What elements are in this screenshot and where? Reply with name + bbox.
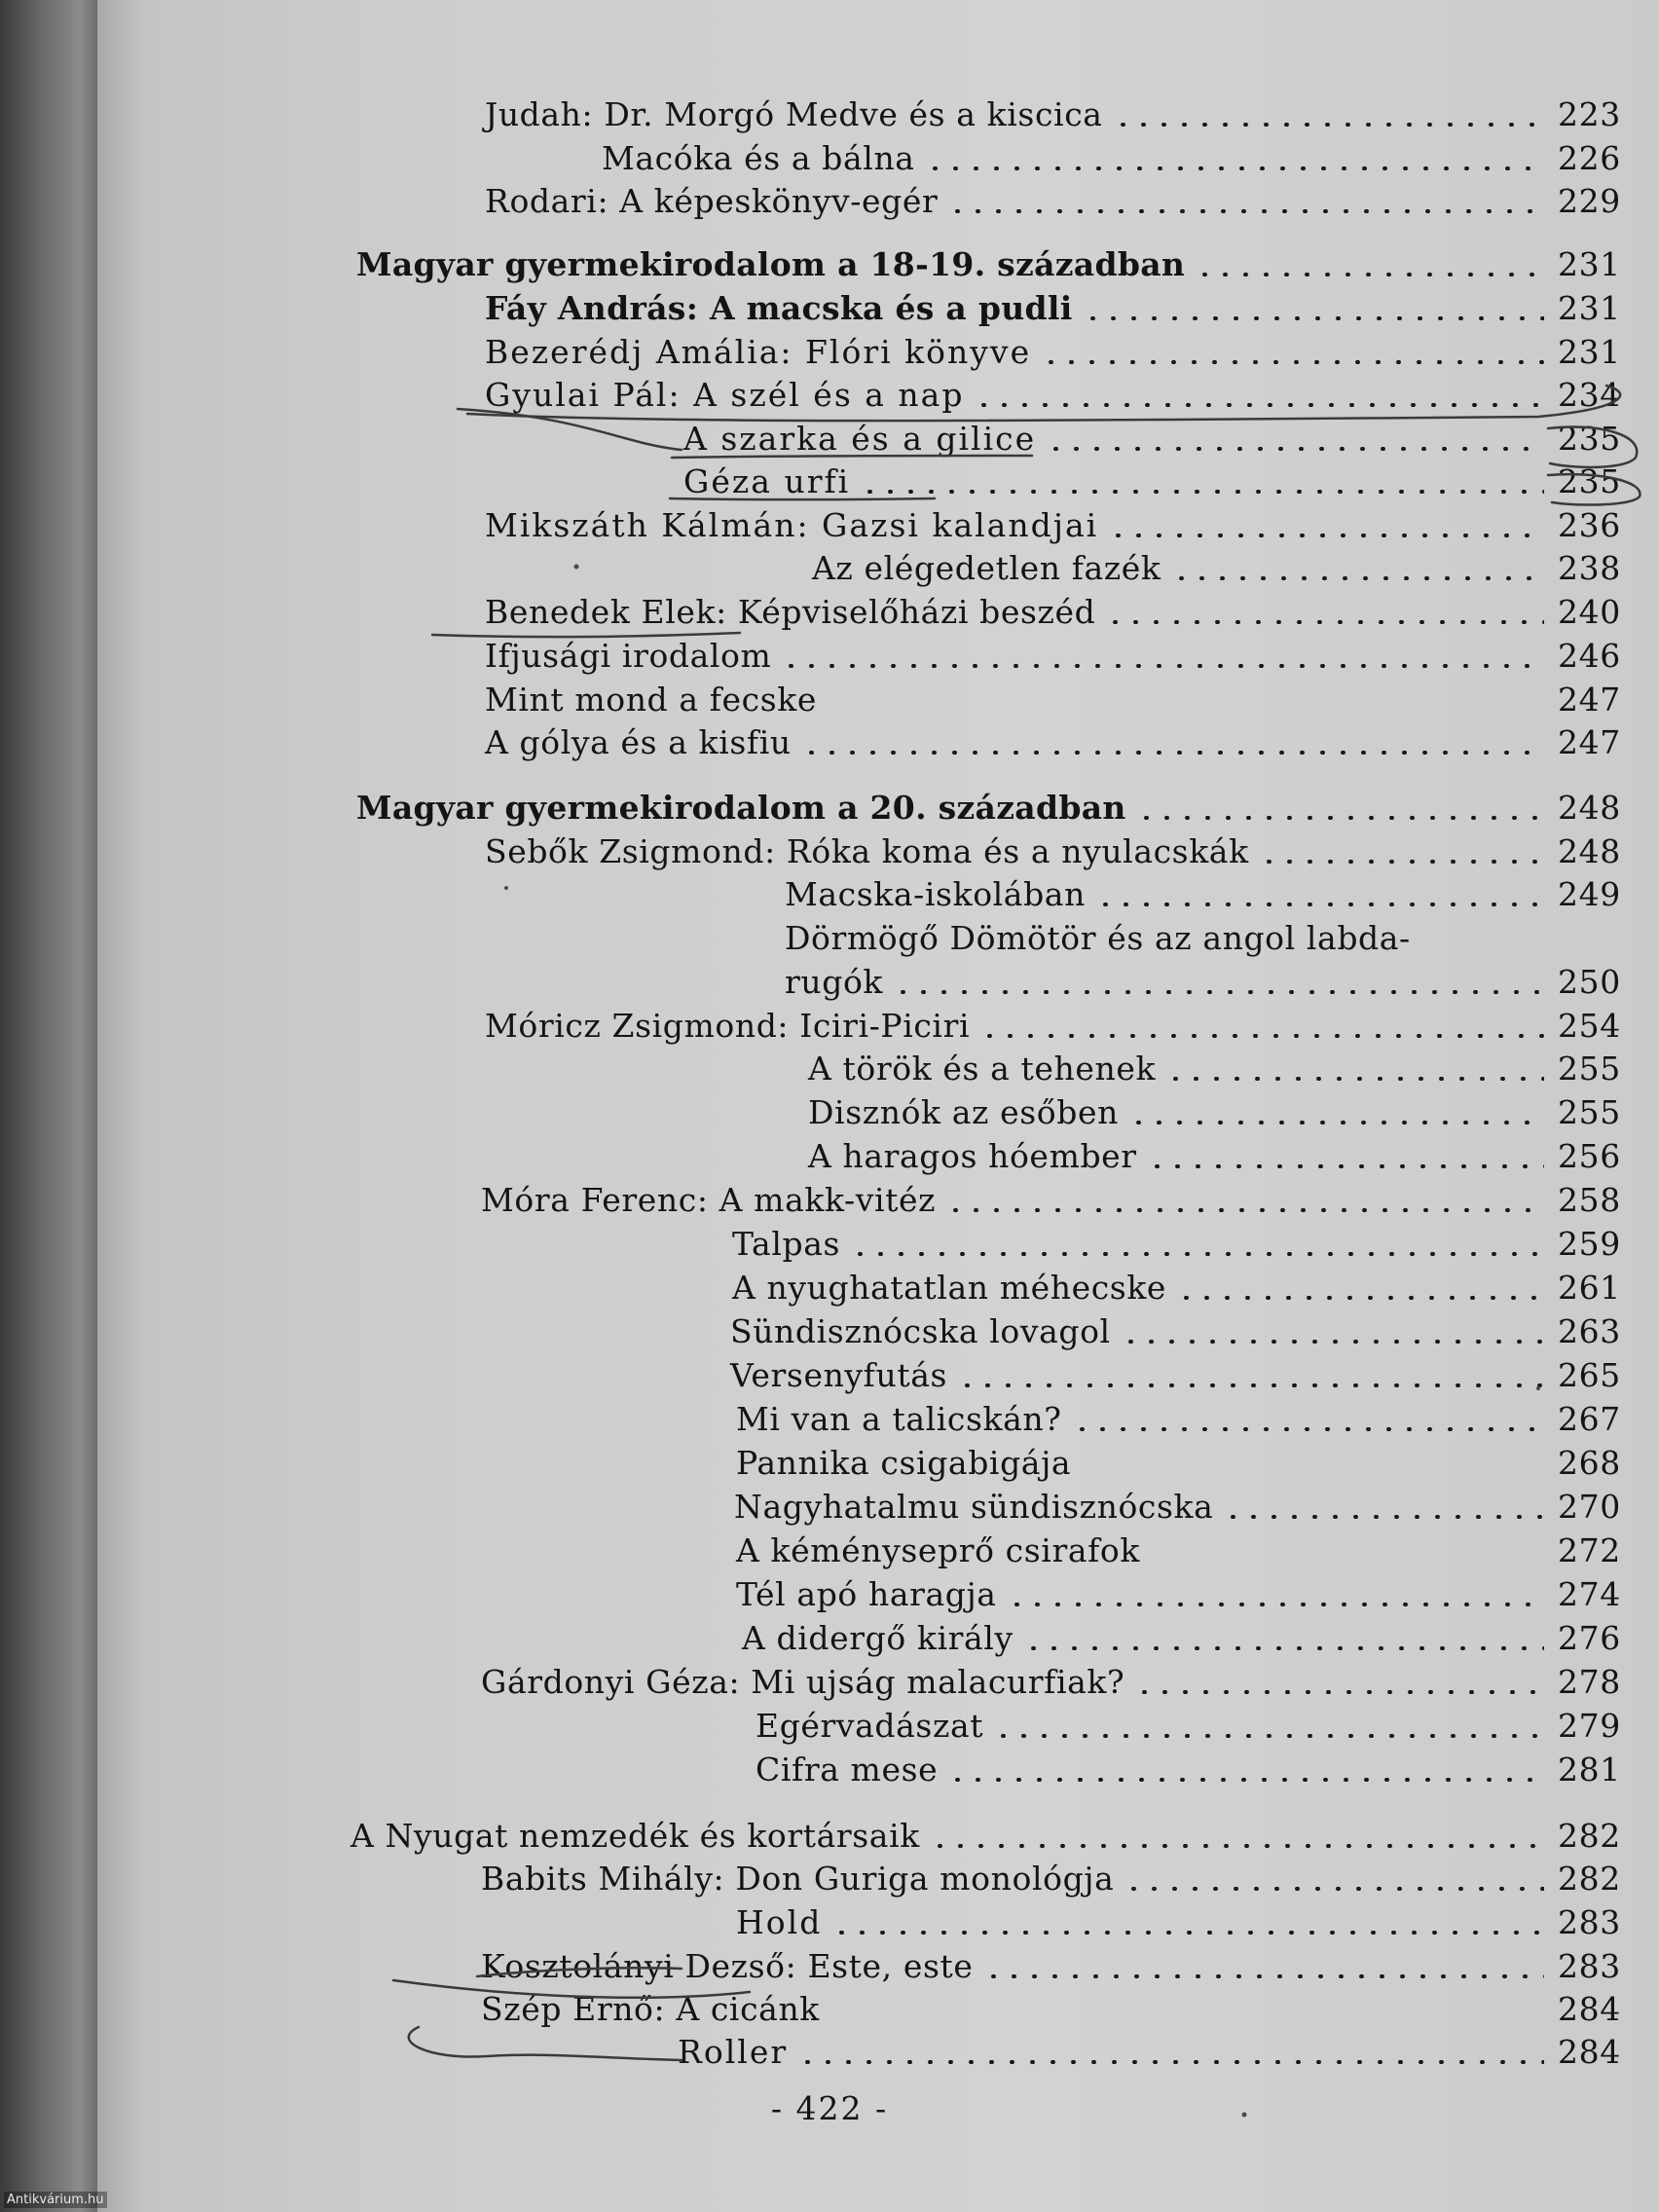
toc-entry [736, 1903, 1621, 1946]
toc-entry [481, 1990, 1621, 2033]
toc-entry [756, 1707, 1621, 1750]
dot-leader [781, 664, 1544, 668]
entry-page-number: 248 [1558, 789, 1621, 827]
entry-page-number: 258 [1558, 1181, 1621, 1219]
entry-title: Macóka és a bálna [602, 139, 915, 177]
dot-leader [801, 751, 1544, 755]
dot-leader [850, 1252, 1544, 1256]
entry-page-number: 246 [1558, 637, 1621, 675]
entry-title: A kéményseprő csirafok [736, 1531, 1140, 1569]
dot-leader [1134, 1690, 1544, 1694]
dot-leader [1150, 1559, 1544, 1563]
toc-entry [736, 1531, 1621, 1574]
entry-title: Egérvadászat [756, 1707, 984, 1745]
dot-leader [974, 403, 1544, 407]
entry-title: Gyulai Pál: A szél és a nap [485, 376, 965, 414]
entry-page-number: 249 [1558, 875, 1621, 913]
entry-page-number: 284 [1558, 1990, 1621, 2028]
toc-entry [812, 549, 1621, 592]
dot-leader [1223, 1515, 1544, 1519]
book-spine-shadow [0, 0, 107, 2212]
dot-leader [1046, 447, 1544, 451]
dot-leader [1195, 273, 1544, 276]
toc-entry [481, 1663, 1621, 1706]
entry-title: A török és a tehenek [808, 1050, 1157, 1088]
toc-entry [732, 1225, 1621, 1268]
entry-title: rugók [785, 963, 884, 1001]
dot-leader [1083, 316, 1544, 320]
entry-title: Gárdonyi Géza: Mi ujság malacurfiak? [481, 1663, 1125, 1701]
dot-leader [1023, 1646, 1544, 1650]
toc-entry [808, 1137, 1621, 1180]
entry-page-number: 231 [1558, 245, 1621, 283]
toc-entry [683, 462, 1621, 505]
entry-page-number: 278 [1558, 1663, 1621, 1701]
dot-leader [1259, 860, 1544, 864]
entry-page-number: 236 [1558, 506, 1621, 544]
dot-leader [1121, 1340, 1544, 1344]
entry-title: Magyar gyermekirodalom a 20. században [356, 789, 1126, 827]
entry-title: Magyar gyermekirodalom a 18-19. században [356, 245, 1186, 283]
entry-title: Roller [678, 2033, 789, 2071]
toc-entry [732, 1269, 1621, 1311]
toc-entry [481, 1181, 1621, 1224]
toc-entry [485, 637, 1621, 680]
entry-page-number: 282 [1558, 1860, 1621, 1898]
entry-title: Talpas [732, 1225, 841, 1263]
dot-leader [925, 166, 1544, 170]
entry-page-number: 282 [1558, 1817, 1621, 1855]
entry-page-number: 223 [1558, 95, 1621, 133]
dot-leader [1105, 620, 1544, 624]
dot-leader [1136, 816, 1544, 820]
dot-leader [945, 1208, 1544, 1212]
entry-title: Mi van a talicskán? [736, 1400, 1062, 1438]
entry-title: Az elégedetlen fazék [812, 549, 1161, 587]
entry-title: Dörmögő Dömötör és az angol labda- [785, 919, 1411, 957]
dot-leader [1081, 1471, 1544, 1475]
entry-title: Disznók az esőben [808, 1093, 1119, 1131]
entry-title: Mikszáth Kálmán: Gazsi kalandjai [485, 506, 1099, 544]
toc-entry [736, 1575, 1621, 1618]
entry-page-number: 238 [1558, 549, 1621, 587]
entry-title: Benedek Elek: Képviselőházi beszéd [485, 593, 1096, 631]
entry-page-number: 231 [1558, 289, 1621, 327]
entry-title: Nagyhatalmu sündisznócska [734, 1488, 1214, 1526]
dot-leader [1108, 534, 1544, 537]
dot-leader [979, 1034, 1544, 1038]
toc-entry [730, 1356, 1621, 1399]
entry-page-number: 263 [1558, 1312, 1621, 1350]
entry-page-number: 283 [1558, 1903, 1621, 1941]
entry-page-number: 235 [1558, 420, 1621, 458]
toc-entry [808, 1093, 1621, 1136]
entry-title: Versenyfutás [730, 1356, 948, 1394]
entry-page-number: 281 [1558, 1751, 1621, 1788]
toc-entry [785, 919, 1618, 962]
toc-entry [485, 723, 1621, 766]
entry-title: Cifra mese [756, 1751, 939, 1788]
dot-leader [893, 990, 1544, 994]
entry-page-number: 247 [1558, 723, 1621, 761]
entry-title: Bezerédj Amália: Flóri könyve [485, 333, 1032, 371]
toc-entry [736, 1444, 1621, 1487]
entry-page-number: 229 [1558, 182, 1621, 220]
toc-entry [602, 139, 1621, 182]
dot-leader [1113, 123, 1544, 127]
dot-leader [1124, 1887, 1544, 1891]
entry-title: Sündisznócska lovagol [730, 1312, 1111, 1350]
dot-leader [957, 1383, 1544, 1387]
entry-title: Szép Ernő: A cicánk [481, 1990, 820, 2028]
page-number-footer: - 422 - [770, 2089, 889, 2127]
entry-title: Móra Ferenc: A makk-vitéz [481, 1181, 937, 1219]
entry-title: Judah: Dr. Morgó Medve és a kiscica [485, 95, 1103, 133]
entry-page-number: 265 [1558, 1356, 1621, 1394]
dot-leader [830, 2017, 1544, 2021]
toc-entry [485, 1007, 1621, 1050]
entry-page-number: 248 [1558, 832, 1621, 870]
dot-leader [1171, 576, 1544, 580]
entry-page-number: 234 [1558, 376, 1621, 414]
entry-page-number: 259 [1558, 1225, 1621, 1263]
entry-title: A haragos hóember [808, 1137, 1137, 1175]
toc-entry [485, 333, 1621, 376]
entry-title: Móricz Zsigmond: Iciri-Piciri [485, 1007, 971, 1045]
dot-leader [797, 2060, 1544, 2064]
entry-title: Sebők Zsigmond: Róka koma és a nyulacskák [485, 832, 1249, 870]
toc-entry [481, 1947, 1621, 1990]
toc-entry [736, 1400, 1621, 1443]
entry-title: Mint mond a fecske [485, 681, 818, 719]
entry-page-number: 272 [1558, 1531, 1621, 1569]
toc-entry [485, 182, 1621, 225]
dot-leader [1147, 1164, 1544, 1168]
entry-page-number: 235 [1558, 462, 1621, 500]
entry-page-number: 279 [1558, 1707, 1621, 1745]
entry-page-number: 255 [1558, 1093, 1621, 1131]
entry-page-number: 255 [1558, 1050, 1621, 1088]
dot-leader [1007, 1603, 1544, 1606]
dot-leader [1420, 946, 1544, 950]
entry-page-number: 254 [1558, 1007, 1621, 1045]
toc-entry [485, 593, 1621, 636]
entry-title: Rodari: A képeskönyv-egér [485, 182, 939, 220]
entry-page-number: 261 [1558, 1269, 1621, 1307]
entry-title: Macska-iskolában [785, 875, 1086, 913]
dot-leader [1041, 360, 1544, 364]
toc-entry [808, 1050, 1621, 1092]
dot-leader [930, 1844, 1544, 1848]
entry-page-number: 274 [1558, 1575, 1621, 1613]
dot-leader [947, 209, 1544, 213]
dot-leader [1176, 1296, 1544, 1300]
dot-leader [1095, 903, 1544, 906]
entry-page-number: 250 [1558, 963, 1621, 1001]
entry-title: A gólya és a kisfiu [485, 723, 792, 761]
dot-leader [947, 1778, 1544, 1782]
entry-page-number: 270 [1558, 1488, 1621, 1526]
entry-page-number: 267 [1558, 1400, 1621, 1438]
dot-leader [860, 490, 1544, 494]
toc-entry [730, 1312, 1621, 1355]
entry-page-number: 276 [1558, 1619, 1621, 1657]
entry-page-number: 247 [1558, 681, 1621, 719]
entry-page-number: 231 [1558, 333, 1621, 371]
toc-entry [683, 420, 1621, 462]
entry-title: Babits Mihály: Don Guriga monológja [481, 1860, 1115, 1898]
toc-entry [485, 376, 1621, 419]
toc-entry [485, 506, 1621, 549]
toc-entry [756, 1751, 1621, 1793]
toc-entry [485, 289, 1621, 332]
dot-leader [1128, 1121, 1544, 1124]
toc-section-heading [356, 245, 1621, 288]
entry-title: A Nyugat nemzedék és kortársaik [350, 1817, 920, 1855]
toc-section-heading [356, 789, 1621, 831]
entry-page-number: 268 [1558, 1444, 1621, 1482]
toc-entry [785, 963, 1621, 1006]
toc-section-heading [350, 1817, 1621, 1860]
toc-entry [785, 875, 1621, 918]
toc-entry [485, 681, 1621, 723]
toc-entry [678, 2033, 1621, 2076]
dot-leader [827, 708, 1544, 712]
entry-title: Pannika csigabigája [736, 1444, 1072, 1482]
entry-title: Ifjusági irodalom [485, 637, 772, 675]
dot-leader [983, 1974, 1545, 1978]
entry-title: Géza urfi [683, 462, 851, 500]
entry-title: Kosztolányi Dezső: Este, este [481, 1947, 974, 1985]
entry-title: A didergő király [742, 1619, 1014, 1657]
entry-title: A szarka és a gilice [683, 420, 1037, 458]
entry-title: Tél apó haragja [736, 1575, 997, 1613]
toc-entry [481, 1860, 1621, 1902]
toc-entry [734, 1488, 1621, 1530]
watermark: Antikvárium.hu [4, 2192, 107, 2208]
entry-title: Hold [736, 1903, 823, 1941]
dot-leader [993, 1734, 1544, 1738]
dot-leader [1072, 1427, 1544, 1431]
entry-title: A nyughatatlan méhecske [732, 1269, 1167, 1307]
entry-page-number: 226 [1558, 139, 1621, 177]
dot-leader [1165, 1077, 1544, 1081]
entry-page-number: 256 [1558, 1137, 1621, 1175]
toc-entry [742, 1619, 1621, 1662]
toc-entry [485, 832, 1621, 875]
entry-page-number: 283 [1558, 1947, 1621, 1985]
toc-entry [485, 95, 1621, 138]
entry-title: Fáy András: A macska és a pudli [485, 289, 1073, 327]
dot-leader [831, 1931, 1544, 1935]
entry-page-number: 284 [1558, 2033, 1621, 2071]
entry-page-number: 240 [1558, 593, 1621, 631]
